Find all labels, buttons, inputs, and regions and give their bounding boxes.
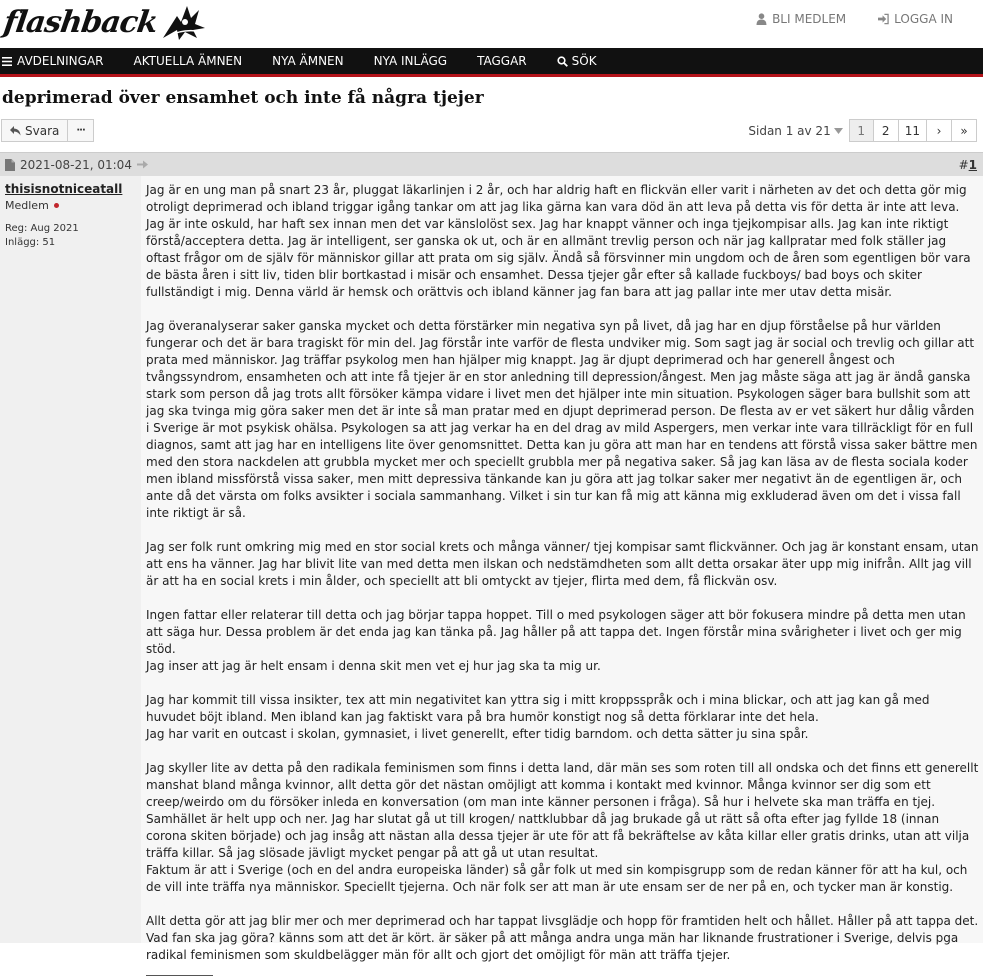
post-paragraph-5: Jag har kommit till vissa insikter, tex att min negativitet kan yttra sig i mitt kroppsspråk och i mina blickar, och att jag kan gå med huvudet böjt ibland. Men ibland kan jag faktiskt vara på bra humör konstigt nog så detta förklarar inte det hela. Jag har varit en outcast i skolan, gymnasiet, i livet generellt, efter tidig barndom. och detta sätter ju sina spår. [146, 693, 930, 741]
user-title [5, 199, 136, 212]
user-info [0, 176, 141, 943]
post-header [0, 152, 983, 176]
nav-search[interactable] [542, 48, 612, 74]
post-paragraph-7: Allt detta gör att jag blir mer och mer deprimerad och har tappat livsglädje och hopp för framtiden helt och hållet. Håller på att tappa det. Vad fan ska jag göra? känns som att det är kört. är säker på att många andra unga män har liknande frustrationer i Sverige, delvis pga radikal feminismen som skuldbelägger män för allt och gjort det omöjligt för män att träffa tjejer. [146, 914, 979, 962]
page-11-button[interactable]: 11 [899, 119, 927, 142]
post-number-prefix: # [958, 157, 969, 172]
reply-button[interactable] [1, 119, 68, 142]
page-indicator-label: Sidan 1 av 21 [748, 123, 831, 138]
user-post-count: Inlägg: 51 [5, 237, 56, 248]
page-1-button[interactable]: 1 [849, 119, 874, 142]
post-paragraph-3: Jag ser folk runt omkring mig med en stor social krets och många vänner/ tjej kompisar samt flickvänner. Och jag är konstant ensam, utan att ens ha vänner. Jag har blivit lite van med detta men ilskan och nedstämdheten som allt detta orsakar äter upp mig inifrån. Allt jag vill är att ha en social krets i min ålder, och speciellt att bli omtyckt av tjejer, flirta med dem, få flickvän osv. [146, 540, 979, 588]
user-icon [756, 13, 767, 25]
pagination [748, 119, 977, 142]
post-paragraph-6: Jag skyller lite av detta på den radikala feminismen som finns i detta land, där män ses som roten till all ondska och det finns ett generellt manshat bland många kvinnor, allt detta gör det nästan omöjligt att komma i kontakt med kvinnor. Många kvinnor ser dig som ett creep/weirdo om du försöker inleda en konversation (om man inte känner personen i fråga). Så hur i helvete ska man träffa en tjej. Samhället är helt upp och ner. Jag har slutat gå ut till krogen/ nattklubbar då jag brukade gå ut rätt så ofta efter jag fyllde 18 (innan corona skiten började) och jag insåg att nästan alla dessa tjejer är ute för att få bekräftelse av kåta killar eller gratis drinks, utan att vilja träffa killar. Så jag slösade jävligt mycket pengar på att gå ut utan resultat. Faktum är att i Sverige (och en del andra europeiska länder) så går folk ut med sin kompisgrupp som de redan känner för att ha kul, och de vill inte träffa nya människor. Speciellt tjejerna. Och när folk ser att man är ute ensam ser de ner på en, och tycker man är konstig. [146, 761, 979, 894]
nav-new-topics[interactable] [257, 48, 359, 74]
register-link[interactable] [756, 12, 846, 26]
post-paragraph-2: Jag överanalyserar saker ganska mycket och detta förstärker min negativa syn på livet, då jag har en djup förståelse på hur världen fungerar och det är bara tragiskt för min del. Jag förstår inte varför de flesta undviker mig. Som sagt jag är social och trevlig och gillar att prata med människor. Jag träffar psykolog men han hjälper mig knappt. Jag är djupt deprimerad och har generell ångest och tvångssyndrom, ensamheten och att inte få tjejer är en stor anledning till depression/ångest. Men jag måste säga att jag är ändå ganska stark som person då jag trots allt försöker kämpa vidare i livet men det hjälper inte min situation. Psykologen säger bara bullshit som att jag ska tvinga mig göra saker men det är inte så man pratar med en djupt deprimerad person. De flesta av er vet säkert hur dålig vården i Sverige är mot psykisk ohälsa. Psykologen sa att jag verkar ha en del drag av mild Aspergers, men verkar inte vara tillräckligt för en full diagnos, samt att jag har en intelligens lite över genomsnittet. Detta kan ju göra att man har en tendens att förstå vissa saker bättre men med den stora nackdelen att grubbla mycket mer och speciellt grubbla mer på negativa saker. Så jag kan läsa av de flesta sociala koder men ibland missförstå vissa saker, men mitt depressiva tänkande kan ju göra att jag tolkar saker mer negativt än de egentligen är, och ante då det värsta om folks avsikter i sociala sammanhang. Vilket i sin tur kan få mig att känna mig exkluderad även om det i vissa fall inte riktigt är så. [146, 319, 978, 520]
nav-tags[interactable] [462, 48, 542, 74]
reply-label: Svara [25, 123, 60, 138]
logo-text: flashback [1, 4, 160, 40]
nav-current-topics-label: AKTUELLA ÄMNEN [133, 54, 243, 68]
post-paragraph-4: Ingen fattar eller relaterar till detta och jag börjar tappa hoppet. Till o med psykologen säger att bör fokusera mindre på detta men utan att säga hur. Dessa problem är det enda jag kan tänka på. Jag håller på att tappa det. Ingen förstår mina svårigheter i livet och ger mig stöd. Jag inser att jag är helt ensam i denna skit men vet ej hur jag ska ta mig ur. [146, 608, 966, 673]
post-body [141, 176, 983, 962]
nav-sections[interactable] [0, 48, 119, 74]
login-label: LOGGA IN [894, 12, 953, 26]
nav-new-posts-label: NYA INLÄGG [373, 54, 448, 68]
page-2-button[interactable]: 2 [874, 119, 899, 142]
page-indicator[interactable] [748, 124, 842, 138]
nav-current-topics[interactable] [119, 48, 258, 74]
caret-down-icon [834, 128, 843, 134]
register-label: BLI MEDLEM [772, 12, 847, 26]
post-paragraph-1: Jag är en ung man på snart 23 år, pluggat läkarlinjen i 2 år, och har aldrig haft en flickvän eller varit i närheten av det och detta gör mig otroligt deprimerad och ibland triggar igång tankar om att jag lika gärna kan vara död än att leva på detta vis för detta är inte att leva. Jag är inte oskuld, har haft sex innan men det var känslolöst sex. Jag har knappt vänner och inga tjejkompisar alls. Jag kan inte riktigt förstå/acceptera detta. Jag är intelligent, ser ganska ok ut, och är en allmänt trevlig person och när jag kallpratar med folk ställer jag oftast frågor om de själv för människor gillar att prata om sig själv. Ändå så försvinner min ungdom och de åren som egentligen bör vara de bästa åren i sitt liv, tiden blir bortkastad i misär och ensamhet. Dessa tjejer går efter så kallade fuckboys/ bad boys och skiter fullständigt i mig. Denna värld är hemsk och orättvis och ibland känner jag fan bara att jag pallar inte mer utav detta misär. [146, 183, 971, 299]
search-icon [557, 56, 568, 67]
username-link[interactable]: thisisnotniceatall [5, 182, 123, 196]
document-icon [5, 159, 15, 171]
more-options-button[interactable] [68, 119, 93, 142]
reply-icon [10, 126, 21, 136]
offline-status-icon [54, 203, 59, 208]
login-link[interactable] [878, 12, 953, 26]
post-date-text: 2021-08-21, 01:04 [20, 157, 132, 172]
menu-icon [2, 56, 13, 67]
main-navbar [0, 48, 983, 77]
user-title-text: Medlem [5, 199, 49, 212]
user-stats [5, 222, 136, 250]
user-reg-date: Reg: Aug 2021 [5, 223, 79, 234]
post-number[interactable] [959, 158, 977, 172]
arrow-right-icon[interactable] [137, 160, 148, 169]
last-page-button[interactable]: » [952, 119, 977, 142]
nav-new-topics-label: NYA ÄMNEN [272, 54, 344, 68]
site-logo[interactable] [1, 2, 209, 42]
more-options-icon: ··· [76, 125, 85, 136]
sign-in-icon [878, 13, 889, 25]
nav-tags-label: TAGGAR [477, 54, 527, 68]
nav-search-label: SÖK [571, 54, 597, 68]
logo-emblem-icon [159, 2, 209, 42]
post-number-value: 1 [968, 157, 977, 172]
post-date [5, 158, 148, 172]
thread-actions [1, 119, 94, 142]
nav-sections-label: AVDELNINGAR [17, 54, 104, 68]
next-page-button[interactable]: › [927, 119, 952, 142]
nav-new-posts[interactable] [359, 48, 462, 74]
thread-title: deprimerad över ensamhet och inte få några tjejer [2, 88, 484, 108]
site-header [0, 0, 983, 48]
